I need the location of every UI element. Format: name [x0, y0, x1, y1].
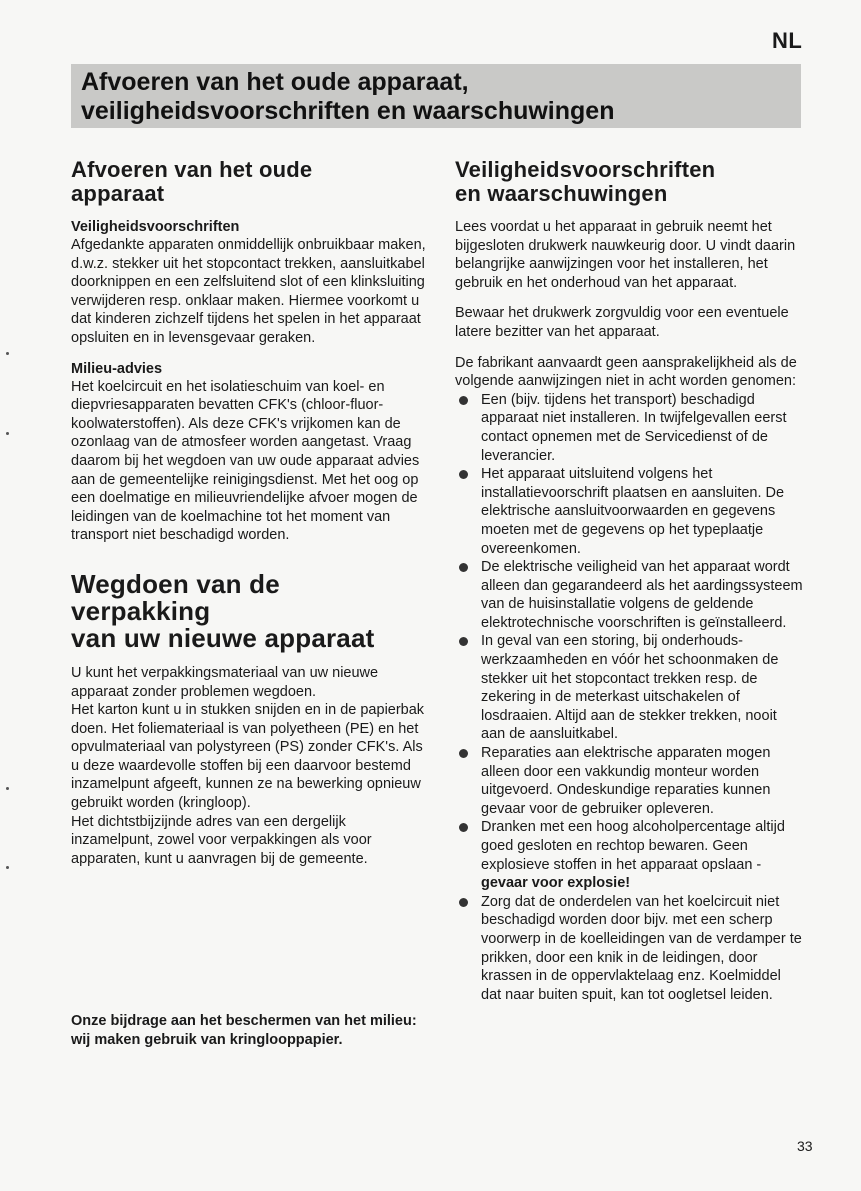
scan-dot	[6, 432, 9, 435]
right-column	[455, 158, 805, 1004]
list-item: Reparaties aan elektrische apparaten mogen alleen door een vakkundig monteur worden uitgevoerd. Ondeskundige reparaties kunnen gevaar voor de gebruiker opleveren.	[455, 744, 805, 818]
environment-contribution	[71, 1012, 426, 1049]
banner-line-2: veiligheidsvoorschriften en waarschuwingen	[81, 97, 615, 125]
packaging-text-1: U kunt het verpakkingsmateriaal van uw nieuwe apparaat zonder problemen wegdoen.	[71, 664, 379, 700]
safety-heading: Veiligheidsvoorschriften	[71, 219, 240, 235]
safety-text: Afgedankte apparaten onmiddellijk onbruikbaar maken, d.w.z. stekker uit het stopcontact trekken, aansluitkabel doorknippen en een zelfsluitend slot of een klinksluiting verwijderen resp. onklaar maken. Hiermee voorkomt u dat kinderen zichzelf tijdens het spelen in het apparaat opsluiten en in levensgevaar geraken.	[71, 237, 426, 346]
scan-dot	[6, 352, 9, 355]
list-item: Dranken met een hoog alcoholpercentage altijd goed gesloten en rechtop bewaren. Geen explosieve stoffen in het apparaat opslaan - gevaar voor explosie!	[455, 818, 805, 892]
liability-paragraph: De fabrikant aanvaardt geen aansprakelijkheid als de volgende aanwijzingen niet in acht worden genomen:	[455, 354, 797, 390]
list-item: Een (bijv. tijdens het transport) beschadigd apparaat niet installeren. In twijfelgevallen eerst contact opnemen met de Servicedienst of de leverancier.	[455, 391, 805, 465]
environment-heading: Milieu-advies	[71, 360, 163, 377]
contribution-line-2: wij maken gebruik van kringlooppapier.	[71, 1031, 343, 1048]
left-column	[71, 158, 426, 868]
contribution-line-1: Onze bijdrage aan het beschermen van het milieu:	[71, 1013, 417, 1029]
packaging-text-2: Het karton kunt u in stukken snijden en in de papierbak doen. Het foliemateriaal is van polyetheen (PE) en het opvulmateriaal van polystyreen (PS) zonder CFK's. Als u deze waardevolle stoffen bij een daarvoor bestemd inzamelpunt afgeeft, kunnen ze na bewerking opnieuw gebruikt worden (kringloop).	[71, 702, 425, 812]
page-number: 33	[797, 1138, 813, 1154]
packaging-text-3: Het dichtstbijzijnde adres van een dergelijk inzamelpunt, zowel voor verpakkingen als voor apparaten, kunt u aanvragen bij de gemeente.	[71, 813, 372, 867]
scan-dot	[6, 866, 9, 869]
keep-paragraph: Bewaar het drukwerk zorgvuldig voor een eventuele latere bezitter van het apparaat.	[455, 305, 789, 340]
scan-dot	[6, 787, 9, 790]
packaging-title: Wegdoen van de verpakking van uw nieuwe apparaat	[71, 568, 375, 653]
list-item: De elektrische veiligheid van het apparaat wordt alleen dan gegarandeerd als het aardingssysteem van de huisinstallatie volgens de geldende elektrotechnische voorschriften is geïnstalleerd.	[455, 558, 805, 632]
intro-paragraph: Lees voordat u het apparaat in gebruik neemt het bijgesloten drukwerk nauwkeurig door. U vindt daarin belangrijke aanwijzingen voor het installeren, het gebruik en het onderhoud van het apparaat.	[455, 219, 796, 291]
banner-line-1: Afvoeren van het oude apparaat,	[81, 68, 469, 96]
section-banner	[71, 64, 801, 128]
language-label: NL	[772, 28, 803, 53]
warnings-list	[455, 391, 805, 1005]
list-item: In geval van een storing, bij onderhouds-werkzaamheden en vóór het schoonmaken de stekker uit het stopcontact trekken resp. de zekering in de meterkast uitschakelen of losdraaien. Altijd aan de stekker trekken, nooit aan de aansluitkabel.	[455, 632, 805, 744]
list-item: Zorg dat de onderdelen van het koelcircuit niet beschadigd worden door bijv. met een scherp voorwerp in de koelleidingen van de verdamper te prikken, door een knik in de leidingen, door krassen in de oppervlaktelaag enz. Koelmiddel dat naar buiten spuit, kan tot oogletsel leiden.	[455, 893, 805, 1005]
explosion-warning: gevaar voor explosie!	[481, 875, 631, 892]
list-item: Het apparaat uitsluitend volgens het installatievoorschrift plaatsen en aansluiten. De elektrische aansluitvoorwaarden en gegevens moeten met de gegevens op het typeplaatje overeenkomen.	[455, 465, 805, 558]
disposal-title: Afvoeren van het oude apparaat	[71, 157, 313, 206]
environment-text: Het koelcircuit en het isolatieschuim van koel- en diepvriesapparaten bevatten CFK's (chloor-fluor-koolwaterstoffen). Als deze CFK's vrijkomen kan de ozonlaag van de atmosfeer worden aangetast. Vraag daarom bij het wegdoen van uw oude apparaat advies aan de gemeentelijke reinigingsdienst. Met het oog op een doelmatige en milieuvriendelijke afvoer mogen de leidingen van de koelmachine tot het moment van transport niet beschadigd worden.	[71, 378, 420, 544]
safety-warnings-title: Veiligheidsvoorschriften en waarschuwingen	[455, 157, 716, 206]
